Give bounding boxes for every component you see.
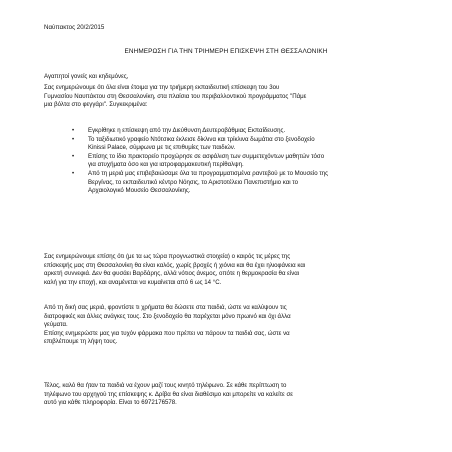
bullet-item	[72, 153, 412, 170]
money-line: Από τη δική σας μεριά, φροντίστε τι χρήματα θα δώσετε στα παιδιά, ώστε να καλύψουν τις	[44, 304, 287, 311]
bullet-list	[72, 127, 412, 196]
intro-line: μια βόλτα στο φεγγάρι". Συγκεκριμένα:	[44, 101, 148, 109]
bullet-line: Βεργίνας, το εκπαιδευτικό κέντρο Νόησις, το Αριστοτέλειο Πανεπιστήμιο και το	[88, 178, 299, 186]
intro-paragraph	[44, 84, 414, 110]
bullet-line: για ατυχήματα όσο και για ιατροφαρμακευτική περίθαλψη.	[88, 161, 244, 169]
intro-line: Γυμνασίου Ναυπάκτου στη Θεσσαλονίκη, στα πλαίσια του περιβαλλοντικού προγράμματος "Πάμε	[44, 92, 307, 100]
bullet-line: Επίσης το ίδιο πρακτορείο προχώρησε σε ασφάλιση των συμμετεχόντων μαθητών τόσο	[88, 152, 325, 160]
bullet-line: Εγκρίθηκε η επίσκεψη από την Διεύθυνση Δευτεροβάθμιας Εκπαίδευσης.	[88, 127, 286, 134]
weather-line: καλή για την εποχή, και αναμένεται να κυμαίνεται από 6 ως 14 °C.	[44, 278, 222, 286]
bullet-item	[72, 127, 412, 136]
bullet-line: Από τη μεριά μας επιβεβαιώσαμε όλα τα προγραμματισμένα ραντεβού με το Μουσείο της	[88, 169, 329, 177]
bullet-item	[72, 136, 412, 153]
weather-line: Σας ενημερώνουμε επίσης ότι (με τα ως τώρα προγνωστικά στοιχεία) ο καιρός τις μέρες της	[44, 253, 291, 260]
weather-paragraph	[44, 253, 414, 287]
phone-paragraph	[44, 382, 414, 408]
bullet-icon: •	[72, 170, 75, 177]
phone-line: αυτό για κάθε πληροφορία. Είναι το 6972176578.	[44, 399, 177, 407]
weather-line: αρκετή συννεφιά. Δεν θα φυσάει Βαρδάρης, αλλά νότιος άνεμος, οπότε η θερμοκρασία θα είναι	[44, 270, 300, 278]
greeting: Αγαπητοί γονείς και κηδεμόνες,	[44, 73, 129, 80]
bullet-icon: •	[72, 136, 75, 143]
bullet-icon: •	[72, 153, 75, 160]
bullet-item	[72, 170, 412, 196]
money-line: Επίσης ενημερώστε μας για τυχόν φάρμακα που πρέπει να πάρουν τα παιδιά σας, ώστε να	[44, 329, 290, 337]
weather-line: επίσκεψής μας στη Θεσσαλονίκη θα είναι καλός, χωρίς βροχές ή χιόνια και θα έχει ηλιοφάνεια και	[44, 261, 306, 269]
bullet-line: Kinissi Palace, σύμφωνα με τις επιθυμίες των παιδιών.	[88, 144, 236, 152]
money-line: διατροφικές και άλλες ανάγκες τους. Στο ξενοδοχείο θα παρέχεται μόνο πρωινό και όχι άλλα	[44, 312, 291, 320]
place-date: Ναύπακτος 20/2/2015	[44, 24, 105, 31]
money-line: γεύματα.	[44, 321, 68, 329]
intro-line: Σας ενημερώνουμε ότι όλα είναι έτοιμα για την τριήμερη εκπαιδευτική επίσκεψη του 3ου	[44, 84, 280, 91]
bullet-icon: •	[72, 128, 75, 134]
money-line: επιβλέπουμε τη λήψη τους.	[44, 338, 118, 346]
phone-line: τηλέφωνο του αρχηγού της επίσκεψης κ. Δρίβα θα είναι διαθέσιμο και μπορείτε να καλείτε σε	[44, 390, 293, 398]
phone-line: Τέλος, καλό θα ήταν τα παιδιά να έχουν μαζί τους κινητό τηλέφωνο. Σε κάθε περίπτωση το	[44, 382, 287, 389]
bullet-line: Αρχαιολογικό Μουσείο Θεσσαλονίκης.	[88, 187, 191, 195]
bullet-line: Το ταξιδιωτικό γραφείο Ντότσικα έκλεισε δίκλινα και τρίκλινα δωμάτια στο ξενοδοχείο	[88, 135, 315, 143]
money-paragraph	[44, 304, 414, 347]
document-title: ΕΝΗΜΕΡΩΣΗ ΓΙΑ ΤΗΝ ΤΡΙΗΜΕΡΗ ΕΠΙΣΚΕΨΗ ΣΤΗ ΘΕΣΣΑΛΟΝΙΚΗ	[124, 48, 328, 55]
